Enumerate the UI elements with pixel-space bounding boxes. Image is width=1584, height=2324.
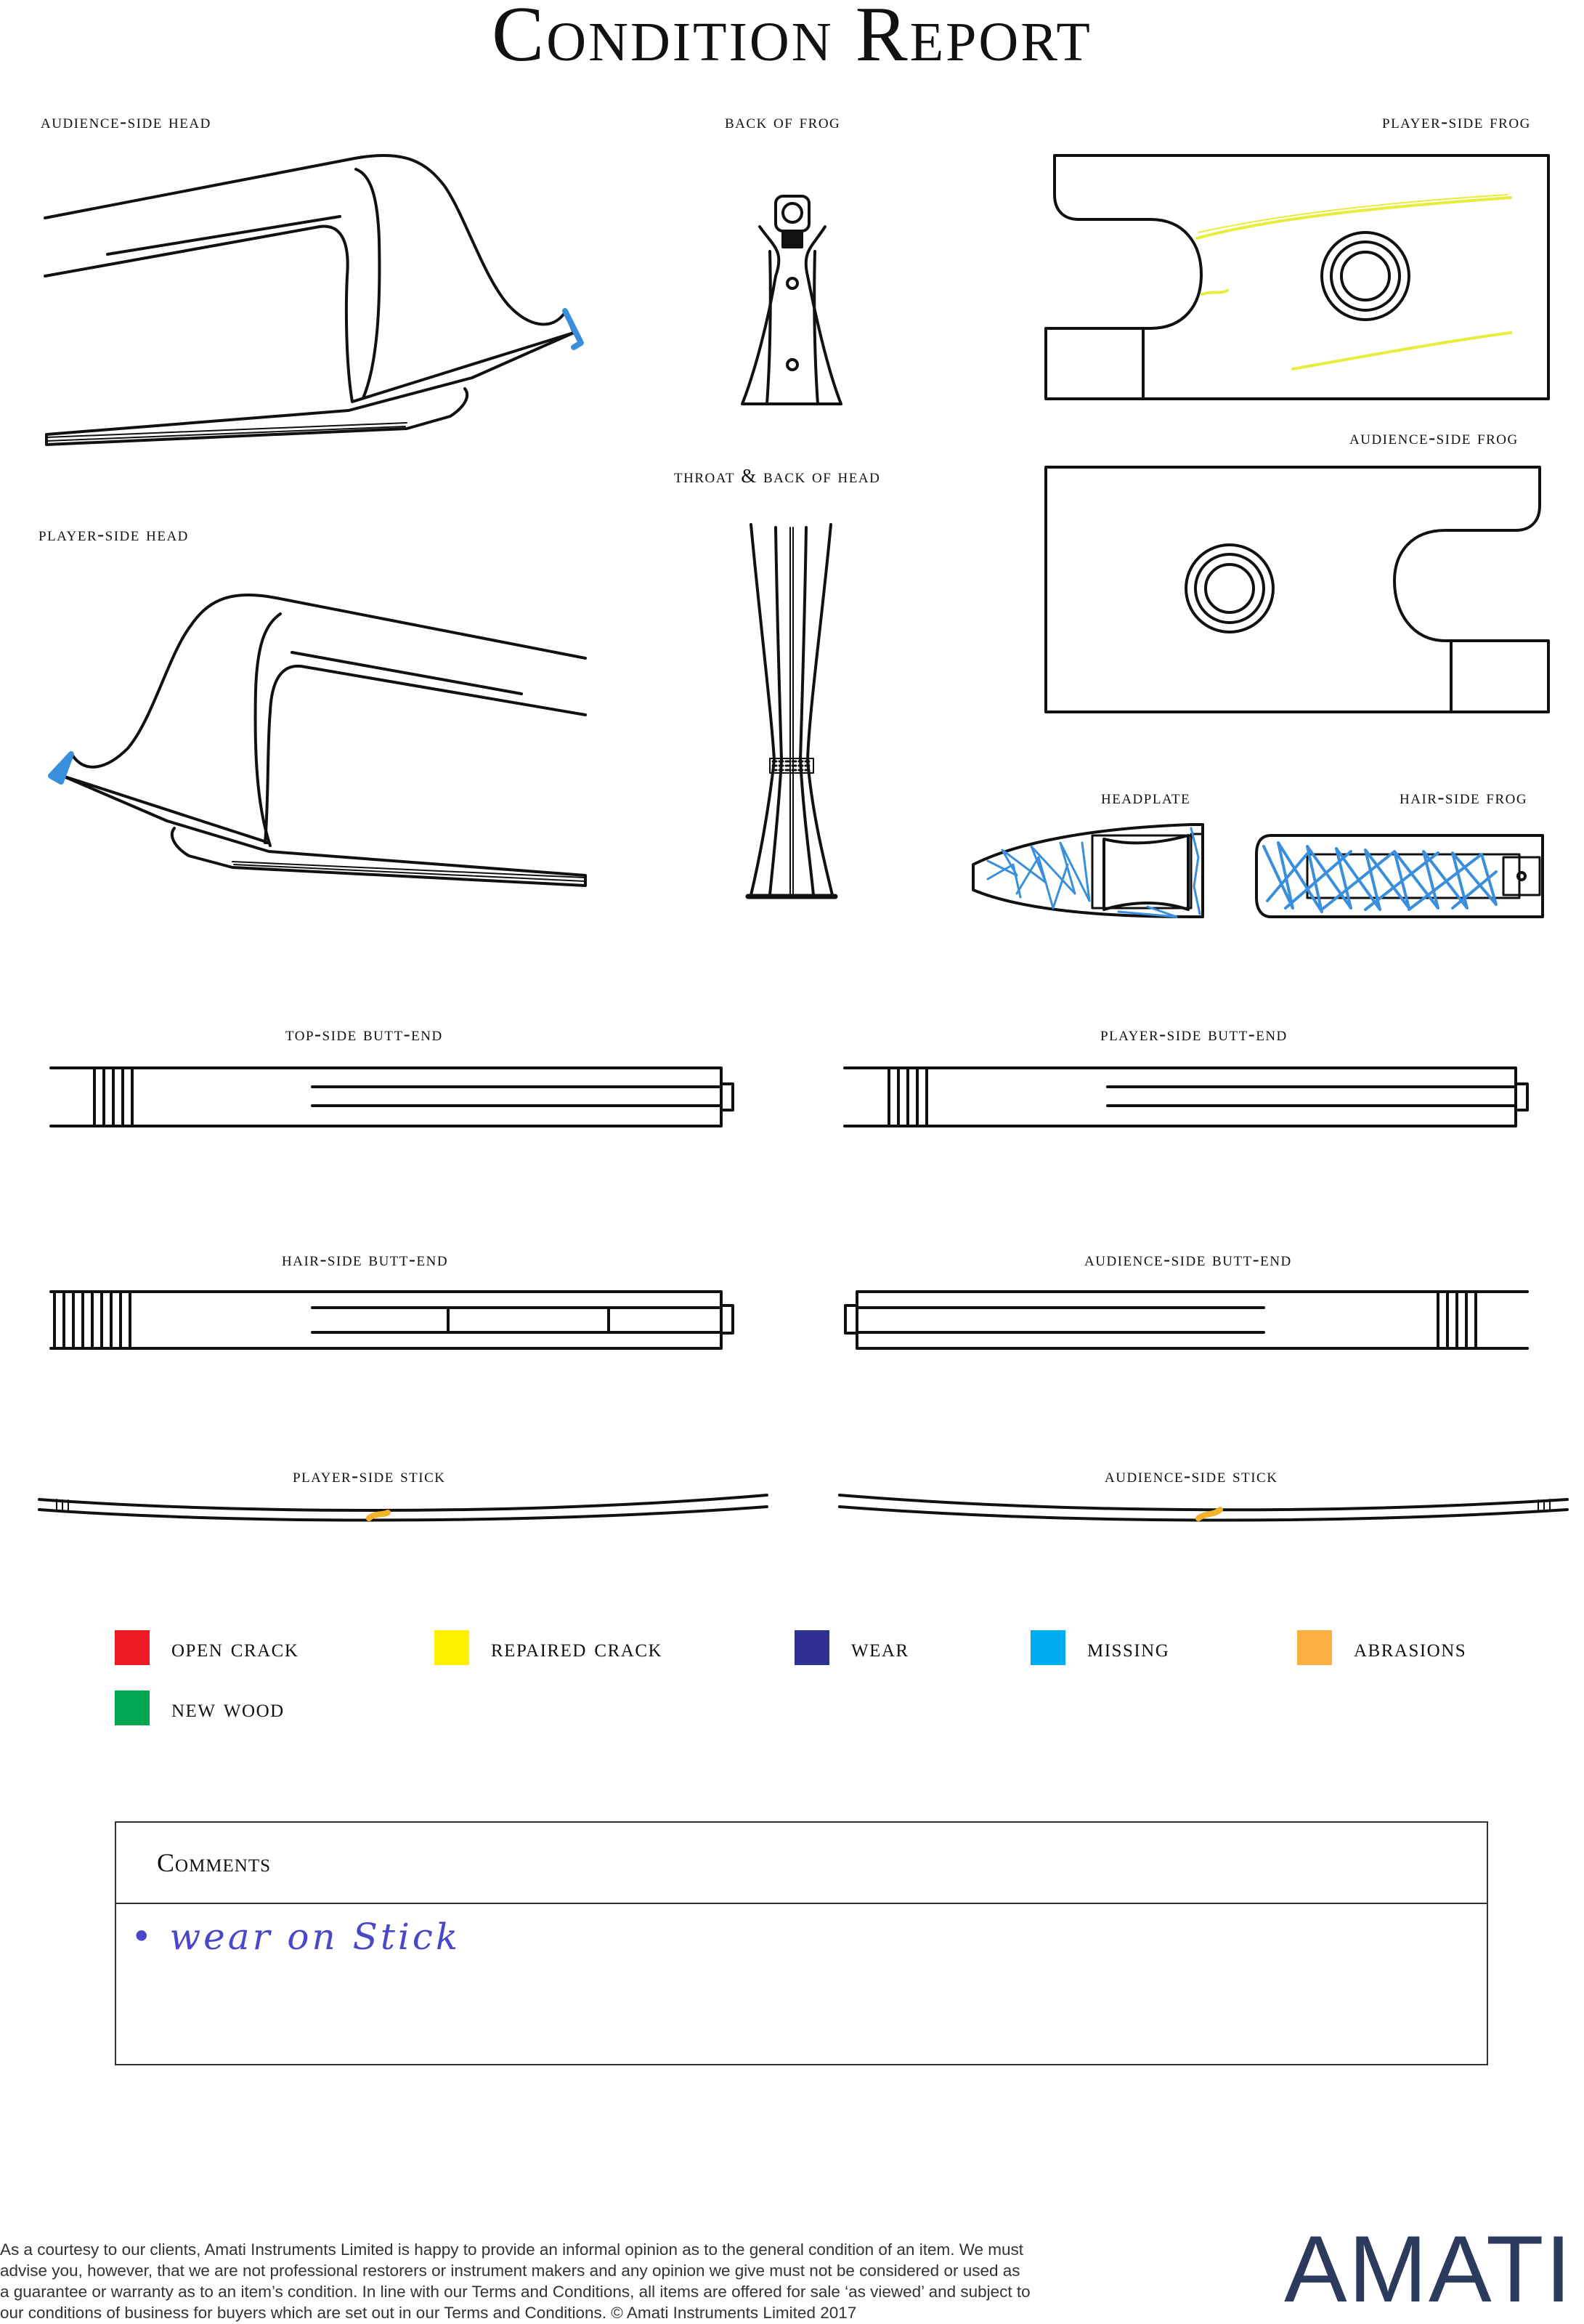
label-player-side-head: player-side head (38, 523, 189, 545)
throat-back-of-head-drawing (748, 525, 835, 896)
label-audience-side-head: audience-side head (41, 110, 211, 132)
label-audience-side-frog: audience-side frog (1349, 426, 1519, 448)
player-side-stick-drawing (39, 1495, 767, 1521)
comments-title: Comments (157, 1848, 272, 1877)
amati-logo: AMATI (1284, 2216, 1573, 2322)
label-audience-side-stick: audience-side stick (1105, 1465, 1278, 1486)
disclaimer-line: As a courtesy to our clients, Amati Instruments Limited is happy to provide an informal opinion as to the general condition of an item. We must (0, 2240, 1024, 2259)
audience-side-frog-drawing (1046, 467, 1548, 712)
legend-swatch (1031, 1630, 1065, 1665)
hair-side-butt-end-drawing (51, 1292, 733, 1348)
player-side-frog-drawing (1046, 155, 1548, 399)
label-audience-side-butt-end: audience-side butt-end (1084, 1248, 1292, 1270)
disclaimer-line: a guarantee or warranty as to an item’s condition. In line with our Terms and Conditions, all items are offered for sale ‘as viewed’ and subject to (0, 2283, 1031, 2301)
legend-label: abrasions (1354, 1633, 1467, 1662)
legend-label: repaired crack (491, 1633, 663, 1662)
legend-item-wear (795, 1629, 909, 1666)
legend-item-open-crack (115, 1629, 298, 1666)
legend-item-abrasions (1297, 1629, 1466, 1666)
player-side-head-drawing (51, 595, 585, 886)
disclaimer-line: our conditions of business for buyers which are set out in our Terms and Conditions. © Amati Instruments Limited 2017 (0, 2304, 857, 2322)
comments-box (115, 1821, 1488, 2065)
label-player-side-frog: player-side frog (1382, 110, 1531, 132)
legend-label: new wood (171, 1693, 285, 1722)
back-of-frog-drawing (742, 196, 841, 404)
legend-swatch (115, 1691, 150, 1725)
comments-text: • wear on Stick (131, 1916, 461, 1958)
legend-swatch (115, 1630, 150, 1665)
legend-label: missing (1087, 1633, 1170, 1662)
audience-side-stick-drawing (840, 1495, 1567, 1521)
headplate-drawing (973, 825, 1203, 917)
legend-label: open crack (171, 1633, 299, 1662)
label-player-side-stick: player-side stick (293, 1465, 446, 1486)
audience-side-butt-end-drawing (845, 1292, 1527, 1348)
player-side-butt-end-drawing (845, 1068, 1527, 1126)
audience-side-head-drawing (45, 155, 581, 445)
hair-side-frog-drawing (1256, 835, 1543, 917)
legend-item-missing (1031, 1629, 1169, 1666)
top-side-butt-end-drawing (51, 1068, 733, 1126)
comments-header (116, 1823, 1487, 1904)
label-top-side-butt-end: top-side butt-end (285, 1023, 443, 1045)
disclaimer (0, 2239, 1162, 2323)
legend-item-repaired-crack (434, 1629, 662, 1666)
label-headplate: headplate (1101, 786, 1191, 808)
label-throat-back-of-head: throat & back of head (674, 465, 881, 487)
legend-swatch (434, 1630, 469, 1665)
legend-label: wear (851, 1633, 909, 1662)
legend-swatch (1297, 1630, 1332, 1665)
label-back-of-frog: back of frog (725, 110, 841, 132)
disclaimer-line: advise you, however, that we are not professional restorers or instrument makers and any opinion we give must not be considered or used as (0, 2262, 1020, 2280)
legend-swatch (795, 1630, 829, 1665)
label-player-side-butt-end: player-side butt-end (1100, 1023, 1288, 1045)
page-title: Condition Report (492, 0, 1092, 78)
label-hair-side-butt-end: hair-side butt-end (282, 1248, 449, 1270)
label-hair-side-frog: hair-side frog (1400, 786, 1528, 808)
legend-item-new-wood (115, 1690, 285, 1726)
